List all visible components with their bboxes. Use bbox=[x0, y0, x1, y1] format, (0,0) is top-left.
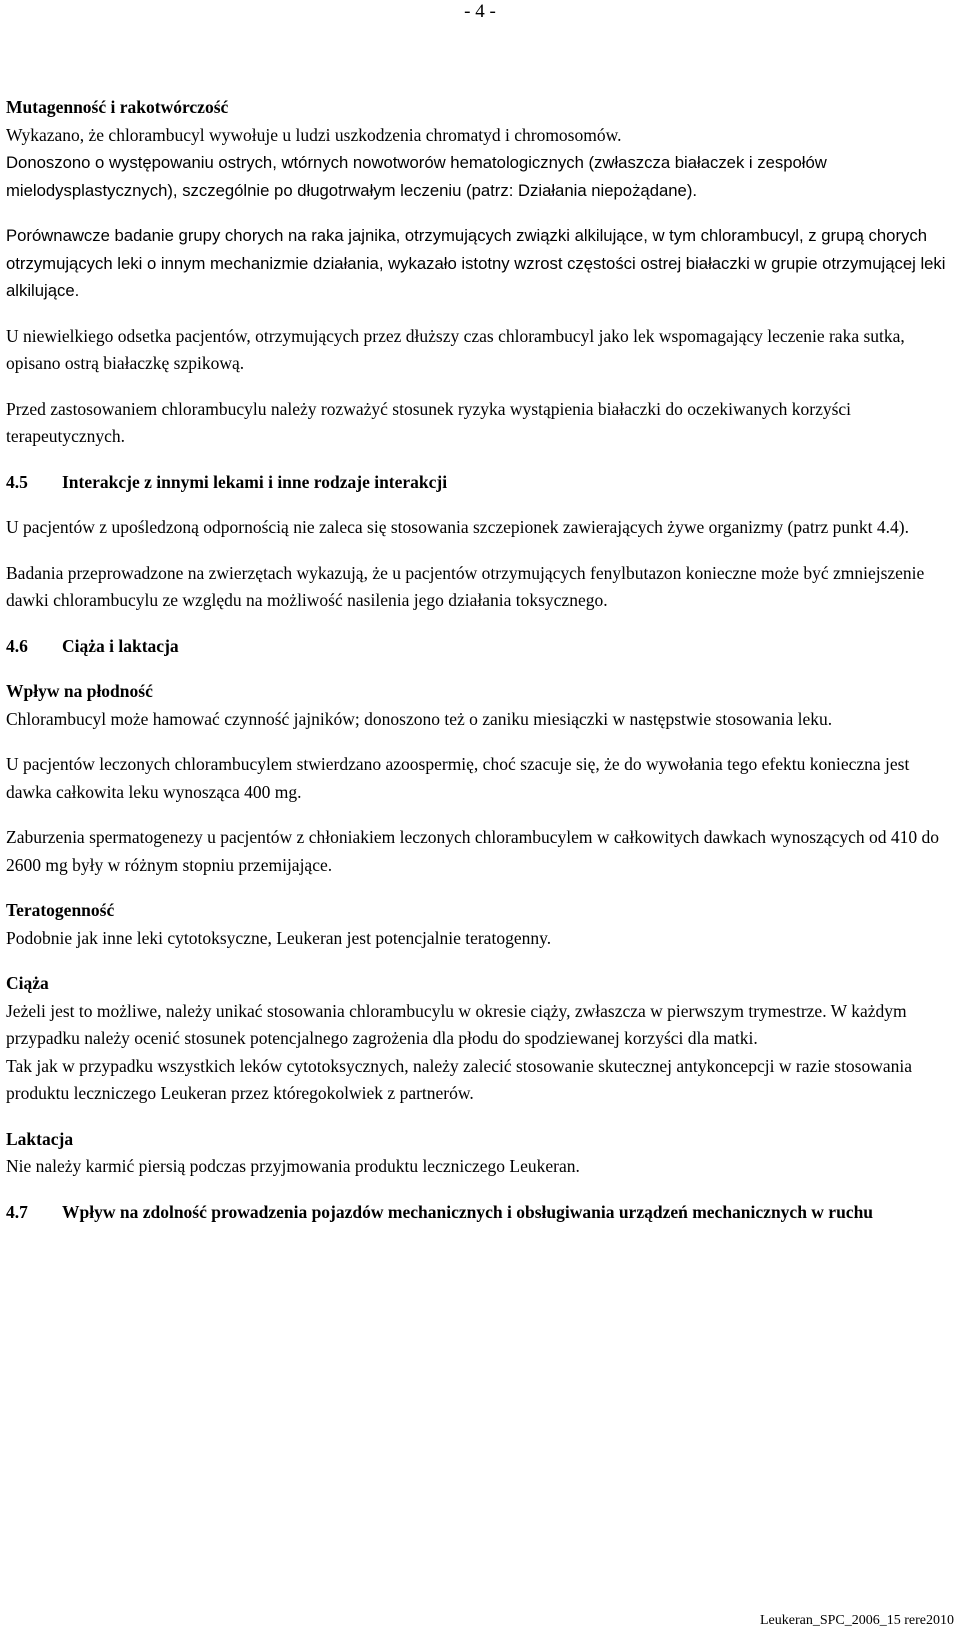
section-number: 4.5 bbox=[6, 471, 28, 492]
fertility-heading: Wpływ na płodność bbox=[6, 681, 153, 701]
document-body bbox=[6, 94, 956, 1244]
mutagenicity-line1: Wykazano, że chlorambucyl wywołuje u ludzi uszkodzenia chromatyd i chromosomów. bbox=[6, 124, 622, 145]
fertility-para1: Chlorambucyl może hamować czynność jajników; donoszono też o zaniku miesiączki w następstwie stosowania leku. bbox=[6, 708, 833, 729]
lactation-heading: Laktacja bbox=[6, 1128, 74, 1149]
section-4-5-heading bbox=[6, 469, 956, 497]
mutagenicity-block bbox=[6, 94, 956, 204]
section-title: Wpływ na zdolność prowadzenia pojazdów mechanicznych i obsługiwania urządzeń mechanicznych w ruchu bbox=[62, 1201, 874, 1222]
section-number: 4.7 bbox=[6, 1201, 28, 1222]
section-4-6-heading bbox=[6, 633, 956, 661]
lactation-text: Nie należy karmić piersią podczas przyjmowania produktu leczniczego Leukeran. bbox=[6, 1156, 580, 1176]
section-number: 4.6 bbox=[6, 635, 28, 656]
mutagenicity-para4: Przed zastosowaniem chlorambucylu należy rozważyć stosunek ryzyka wystąpienia białaczki do oczekiwanych korzyści terapeutycznych. bbox=[6, 398, 852, 446]
page-number: - 4 - bbox=[464, 1, 496, 22]
section-title: Ciąża i laktacja bbox=[62, 635, 179, 656]
section-4-5-para2: Badania przeprowadzone na zwierzętach wykazują, że u pacjentów otrzymujących fenylbutazon konieczne może być zmniejszenie dawki chlorambucylu ze względu na możliwość nasilenia jego działania toksycznego. bbox=[6, 562, 925, 610]
lactation-block bbox=[6, 1126, 956, 1181]
mutagenicity-line2: Donoszono o występowaniu ostrych, wtórnych nowotworów hematologicznych (zwłaszcza białaczek i zespołów mielodysplastycznych), szczególnie po długotrwałym leczeniu (patrz: Działania niepożądane). bbox=[6, 153, 827, 200]
pregnancy-text2: Tak jak w przypadku wszystkich leków cytotoksycznych, należy zalecić stosowanie skutecznej antykoncepcji w razie stosowania produktu leczniczego Leukeran przez któregokolwiek z partnerów. bbox=[6, 1055, 913, 1103]
section-title: Interakcje z innymi lekami i inne rodzaje interakcji bbox=[62, 471, 448, 492]
fertility-para2: U pacjentów leczonych chlorambucylem stwierdzano azoospermię, choć szacuje się, że do wywołania tego efektu konieczna jest dawka całkowita leku wynosząca 400 mg. bbox=[6, 754, 910, 802]
teratogenicity-text: Podobnie jak inne leki cytotoksyczne, Leukeran jest potencjalnie teratogenny. bbox=[6, 927, 552, 948]
pregnancy-block bbox=[6, 970, 956, 1108]
section-4-5-para1: U pacjentów z upośledzoną odpornością nie zaleca się stosowania szczepionek zawierających żywe organizmy (patrz punkt 4.4). bbox=[6, 517, 909, 537]
mutagenicity-heading: Mutagenność i rakotwórczość bbox=[6, 97, 229, 117]
fertility-para3: Zaburzenia spermatogenezy u pacjentów z chłoniakiem leczonych chlorambucylem w całkowitych dawkach wynoszących od 410 do 2600 mg były w różnym stopniu przemijające. bbox=[6, 827, 939, 875]
pregnancy-heading: Ciąża bbox=[6, 973, 49, 993]
section-4-7-heading bbox=[6, 1199, 956, 1227]
document-footer: Leukeran_SPC_2006_15 rere2010 bbox=[759, 1613, 954, 1628]
pregnancy-text1: Jeżeli jest to możliwe, należy unikać stosowania chlorambucylu w okresie ciąży, zwłaszcza w pierwszym trymestrze. W każdym przypadku należy ocenić stosunek potencjalnego zagrożenia dla płodu do spodziewanej korzyści dla matki. bbox=[6, 1000, 907, 1048]
mutagenicity-para2: Porównawcze badanie grupy chorych na raka jajnika, otrzymujących związki alkilujące, w tym chlorambucyl, z grupą chorych otrzymujących leki o innym mechanizmie działania, wykazało istotny wzrost częstości ostrej białaczki w grupie otrzymującej leki alkilujące. bbox=[6, 226, 946, 300]
teratogenicity-heading: Teratogenność bbox=[6, 900, 115, 920]
mutagenicity-para3: U niewielkiego odsetka pacjentów, otrzymujących przez dłuższy czas chlorambucyl jako lek wspomagający leczenie raka sutka, opisano ostrą białaczkę szpikową. bbox=[6, 325, 905, 373]
fertility-block bbox=[6, 678, 956, 733]
teratogenicity-block bbox=[6, 897, 956, 952]
